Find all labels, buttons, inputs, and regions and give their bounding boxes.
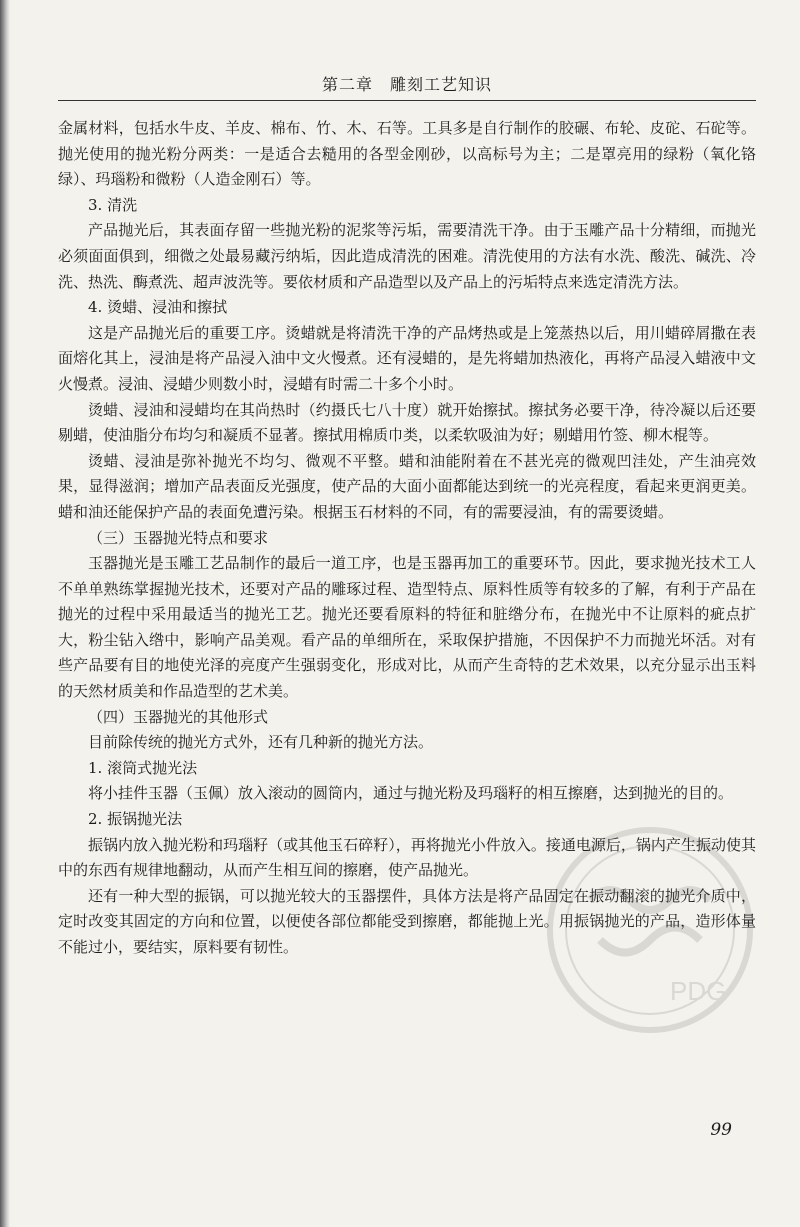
paragraph: 目前除传统的抛光方式外，还有几种新的抛光方法。 xyxy=(88,733,434,752)
section-heading-cleaning: 3. 清洗 xyxy=(88,195,138,214)
paragraph: 这是产品抛光后的重要工序。烫蜡就是将清洗干净的产品烤热或是上笼蒸热以后，用川蜡碎屑撒在表面熔化其上，浸油是将产品浸入油中文火慢煮。还有浸蜡的，是先将蜡加热液化，再将产品浸入蜡液中文火慢煮。浸油、浸蜡少则数小时，浸蜡有时需二十多个小时。 xyxy=(58,323,756,393)
running-header xyxy=(58,72,756,101)
paragraph: 玉器抛光是玉雕工艺品制作的最后一道工序，也是玉器再加工的重要环节。因此，要求抛光技术工人不单单熟练掌握抛光技术，还要对产品的雕琢过程、造型特点、原料性质等有较多的了解，有利于产品在抛光的过程中采用最适当的抛光工艺。抛光还要看原料的特征和脏绺分布，在抛光中不让原料的疵点扩大，粉尘钻入绺中，影响产品美观。看产品的单细所在，采取保护措施，不因保护不力而抛光坏活。对有些产品要有目的地使光泽的亮度产生强弱变化，形成对比，从而产生奇特的艺术效果，以充分显示出玉料的天然材质美和作品造型的艺术美。 xyxy=(58,554,756,701)
chapter-title: 第二章 雕刻工艺知识 xyxy=(321,75,492,94)
paragraph: 振锅内放入抛光粉和玛瑙籽（或其他玉石碎籽），再将抛光小件放入。接通电源后，锅内产生振动使其中的东西有规律地翻动，从而产生相互间的擦磨，使产品抛光。 xyxy=(58,835,756,880)
paragraph: 烫蜡、浸油和浸蜡均在其尚热时（约摄氏七八十度）就开始擦拭。擦拭务必要干净，待冷凝以后还要剔蜡，使油脂分布均匀和凝质不显著。擦拭用棉质巾类，以柔软吸油为好；剔蜡用竹签、柳木棍等。 xyxy=(58,400,756,445)
section-heading-other-forms: （四）玉器抛光的其他形式 xyxy=(88,707,269,726)
page-edge-shadow xyxy=(0,0,10,1227)
page-number: 99 xyxy=(710,1120,732,1140)
paragraph: 将小挂件玉器（玉佩）放入滚动的圆筒内，通过与抛光粉及玛瑙籽的相互擦磨，达到抛光的目的。 xyxy=(88,784,734,803)
paragraph: 产品抛光后，其表面存留一些抛光粉的泥浆等污垢，需要清洗干净。由于玉雕产品十分精细，而抛光必须面面俱到，细微之处最易藏污纳垢，因此造成清洗的困难。清洗使用的方法有水洗、酸洗、碱洗、冷洗、热洗、酶煮洗、超声波洗等。要依材质和产品造型以及产品上的污垢特点来选定清洗方法。 xyxy=(58,221,756,291)
section-heading-drum-polish: 1. 滚筒式抛光法 xyxy=(88,758,198,777)
paragraph: 还有一种大型的振锅，可以抛光较大的玉器摆件，具体方法是将产品固定在振动翻滚的抛光介质中，定时改变其固定的方向和位置，以便使各部位都能受到擦磨，都能抛上光。用振锅抛光的产品，造形体量不能过小，要结实，原料要有韧性。 xyxy=(58,886,756,956)
paragraph: 烫蜡、浸油是弥补抛光不均匀、微观不平整。蜡和油能附着在不甚光亮的微观凹洼处，产生油亮效果，显得滋润；增加产品表面反光强度，使产品的大面小面都能达到统一的光亮程度，看起来更润更美。蜡和油还能保护产品的表面免遭污染。根据玉石材料的不同，有的需要浸油，有的需要烫蜡。 xyxy=(58,451,756,521)
section-heading-polish-requirements: （三）玉器抛光特点和要求 xyxy=(88,528,269,547)
section-heading-waxing: 4. 烫蜡、浸油和擦拭 xyxy=(88,298,228,317)
page-body xyxy=(58,116,756,961)
section-heading-vibratory-polish: 2. 振锅抛光法 xyxy=(88,810,183,829)
paragraph-continued: 金属材料，包括水牛皮、羊皮、棉布、竹、木、石等。工具多是自行制作的胶碾、布轮、皮砣、石砣等。抛光使用的抛光粉分两类：一是适合去糙用的各型金刚砂，以高标号为主；二是罩亮用的绿粉（氧化铬绿）、玛瑙粉和微粉（人造金刚石）等。 xyxy=(58,119,756,189)
watermark-text: PDG xyxy=(670,976,727,1006)
